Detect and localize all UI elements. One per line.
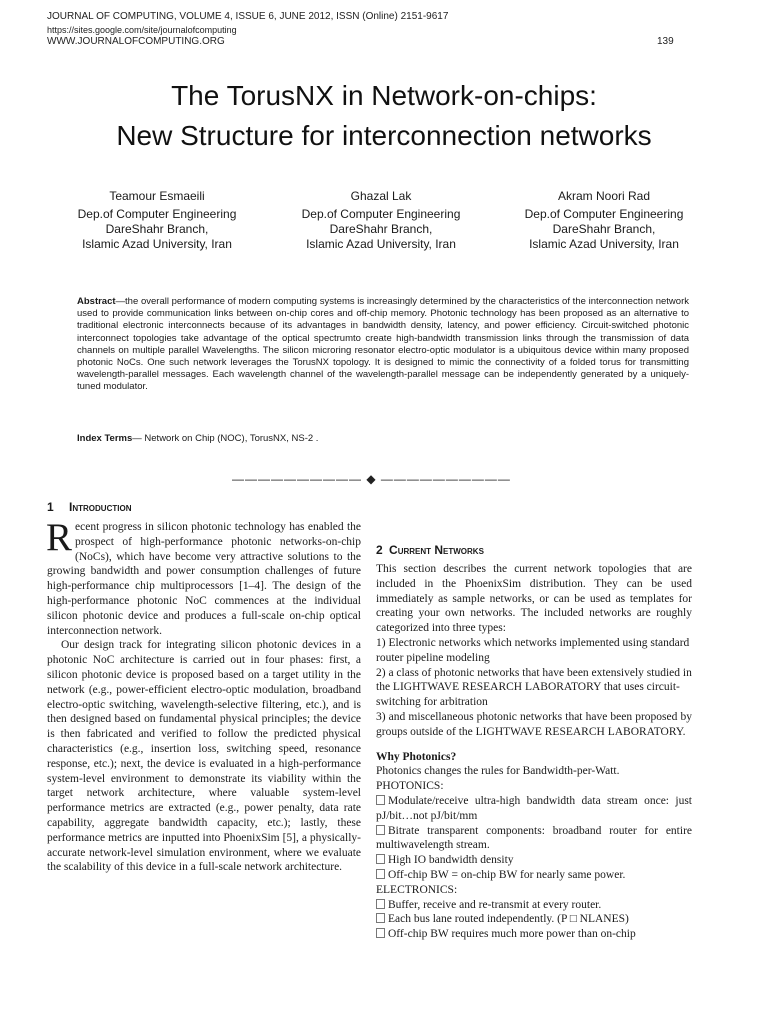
author-dept: Dep.of Computer Engineering — [77, 207, 237, 221]
electronics-label: ELECTRONICS: — [376, 883, 458, 896]
bullet-box-icon — [376, 825, 385, 835]
page-number: 139 — [657, 36, 674, 47]
photonics-item: Bitrate transparent components: broadband router for entire multiwavelength stream. — [376, 824, 692, 852]
author-branch: DareShahr Branch, — [552, 222, 656, 236]
section-1-heading — [47, 500, 131, 514]
author-university: Islamic Azad University, Iran — [82, 237, 232, 251]
paper-title-line-1: The TorusNX in Network-on-chips: — [171, 80, 597, 111]
journal-site-line: WWW.JOURNALOFCOMPUTING.ORG — [47, 36, 225, 47]
author-block-2 — [266, 189, 496, 252]
photonics-item: Off-chip BW = on-chip BW for nearly same power. — [376, 868, 692, 883]
bullet-box-icon — [376, 913, 385, 923]
journal-url-line: https://sites.google.com/site/journalofcomputing — [47, 25, 237, 35]
author-university: Islamic Azad University, Iran — [306, 237, 456, 251]
bullet-box-icon — [376, 869, 385, 879]
bullet-box-icon — [376, 854, 385, 864]
electronics-item: Each bus lane routed independently. (P □ NLANES) — [376, 912, 692, 927]
paper-title — [0, 76, 768, 156]
author-block-1 — [42, 189, 272, 252]
author-name: Akram Noori Rad — [557, 189, 651, 203]
bullet-box-icon — [376, 795, 385, 805]
section-1-number: 1 — [47, 500, 54, 514]
network-type-3: 3) and miscellaneous photonic networks that have been proposed by groups outside of the LIGHTWAVE RESEARCH LABORATORY. — [376, 710, 692, 738]
index-terms — [77, 433, 318, 444]
abstract-text: —the overall performance of modern computing systems is increasingly determined by the characteristics of the interconnection network used to provide communication links between on-chip cores and off-chip memory. Photonic technology has been proposed as an alternative to traditional electronic interconnects because of its advantages in bandwidth density, latency, and power efficiency. Circuit-switched photonic interconnect topologies take advantage of the optical spectrumto create high-bandwidth transmission links through the transmission of data channels on multiple parallel Wavelengths. The silicon microring resonator electro-optic modulator is a ubiquitous device within many proposed photonic NoCs. One such network leverages the TorusNX topology. It is designed to mimic the connectivity of a folded torus for transmitting wavelength-parallel messages. Each wavelength channel of the wavelength-parallel message can be independently generated by a uniquely-tuned modulator. — [77, 296, 689, 393]
electronics-item: Off-chip BW requires much more power than on-chip — [376, 927, 692, 942]
section-2-title: Current Networks — [389, 543, 484, 557]
photonics-item: Modulate/receive ultra-high bandwidth data stream once: just pJ/bit…not pJ/bit/mm — [376, 794, 692, 822]
paper-title-line-2: New Structure for interconnection networks — [116, 120, 652, 151]
index-terms-text: — Network on Chip (NOC), TorusNX, NS-2 . — [132, 433, 319, 444]
left-column — [46, 516, 361, 875]
network-type-1: 1) Electronic networks which networks implemented using standard router pipeline modeling — [376, 636, 690, 664]
author-block-3 — [489, 189, 719, 252]
right-column — [376, 562, 692, 942]
intro-paragraph-1-text: ecent progress in silicon photonic technology has enabled the prospect of high-performance photonic networks-on-chip (NoCs), which have become very attractive solutions to the growing bandwidth and power consumption challenges of future high-performance chip multiprocessors [1–4]. The design of the high-performance photonic NoC commences at the individual silicon photonic device and produces a full-scale on-chip optical interconnection network. — [47, 521, 361, 637]
author-branch: DareShahr Branch, — [105, 222, 209, 236]
author-dept: Dep.of Computer Engineering — [301, 207, 461, 221]
section-2-heading — [376, 543, 484, 557]
photonics-label: PHOTONICS: — [376, 780, 444, 793]
section-1-title: Introduction — [69, 500, 132, 514]
author-name: Ghazal Lak — [350, 189, 412, 203]
intro-paragraph-2: Our design track for integrating silicon photonic devices in a photonic NoC architecture is carried out in four phases: first, a silicon photonic device is proposed based on a target utility in the network (e.g., power-efficient electro-optic modulation, broadband electro-optic switching, wavelength-selective filtering, etc.), and is then designed based on fundamental physical principles; the device is then fabricated and verified to follow the predicted physical characteristics (e.g., insertion loss, switching speed, resonance response, etc.); next, the device is evaluated in a high-performance system-level environment to demonstrate its viability within the target network architecture, where valuable system-level performance metrics are extracted (e.g., power penalty, data rate capability, aggregate bandwidth capacity, etc.); lastly, these performance metrics are inputted into PhoenixSim [5], a physically-accurate network-level simulation environment, where we evaluate the scalability of this device in a full-scale network architecture. — [47, 639, 361, 874]
abstract-label: Abstract — [77, 296, 116, 307]
author-branch: DareShahr Branch, — [329, 222, 433, 236]
bullet-box-icon — [376, 899, 385, 909]
section-separator: —————————— ◆ —————————— — [232, 472, 511, 486]
why-photonics-heading: Why Photonics? — [376, 750, 457, 763]
index-terms-label: Index Terms — [77, 433, 133, 444]
author-university: Islamic Azad University, Iran — [529, 237, 679, 251]
networks-intro: This section describes the current network topologies that are included in the PhoenixSim distribution. They can be used immediately as sample networks, or can be used as templates for creating your own networks. The included networks are roughly categorized into three types: — [376, 563, 692, 635]
network-type-2: 2) a class of photonic networks that have been extensively studied in the LIGHTWAVE RESEARCH LABORATORY that uses circuit-switching for arbitration — [376, 666, 692, 709]
author-dept: Dep.of Computer Engineering — [524, 207, 684, 221]
intro-paragraph-1 — [46, 516, 361, 638]
author-name: Teamour Esmaeili — [109, 189, 205, 203]
abstract — [77, 296, 689, 394]
drop-cap: R — [46, 516, 73, 559]
electronics-item: Buffer, receive and re-transmit at every router. — [376, 898, 692, 913]
journal-header-line: JOURNAL OF COMPUTING, VOLUME 4, ISSUE 6, JUNE 2012, ISSN (Online) 2151-9617 — [47, 11, 449, 22]
why-photonics-line: Photonics changes the rules for Bandwidth-per-Watt. — [376, 765, 620, 778]
photonics-item: High IO bandwidth density — [376, 853, 692, 868]
bullet-box-icon — [376, 928, 385, 938]
section-2-number: 2 — [376, 543, 383, 557]
